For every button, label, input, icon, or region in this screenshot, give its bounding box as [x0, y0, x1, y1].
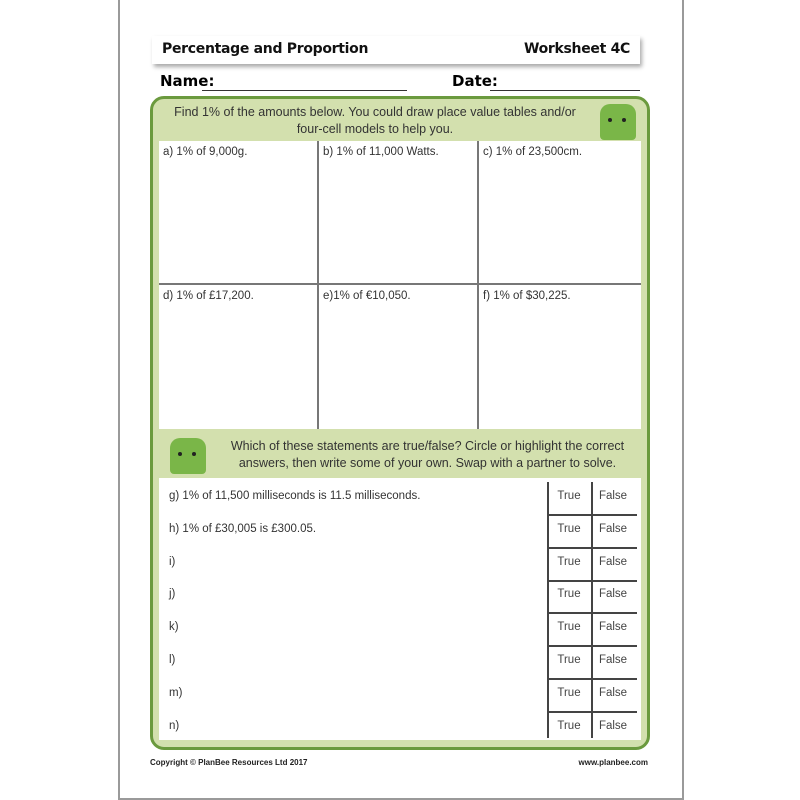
section1-instructions	[160, 104, 590, 138]
question-cell[interactable]	[159, 141, 319, 285]
instruction-line: Find 1% of the amounts below. You could draw place value tables and/or	[174, 105, 576, 119]
question-cell[interactable]	[319, 141, 479, 285]
row-divider	[547, 514, 637, 516]
section2-instructions	[215, 438, 640, 472]
statement-row: j)	[169, 588, 176, 601]
statements-area	[159, 478, 641, 740]
statement-row: k)	[169, 621, 179, 634]
row-divider	[547, 547, 637, 549]
true-option[interactable]: True	[557, 621, 581, 634]
date-line[interactable]	[490, 90, 640, 91]
instruction-line: Which of these statements are true/false? Circle or highlight the correct	[230, 439, 625, 453]
worksheet-number: Worksheet 4C	[523, 41, 630, 57]
row-divider	[547, 645, 637, 647]
monster-mascot-icon	[170, 438, 206, 474]
question-text: f) 1% of $30,225.	[483, 290, 571, 302]
name-label: Name:	[160, 72, 215, 90]
instruction-line: answers, then write some of your own. Swap with a partner to solve.	[238, 456, 617, 470]
statement-row: l)	[169, 654, 176, 666]
date-label: Date:	[452, 72, 498, 90]
instruction-line: four-cell models to help you.	[296, 122, 454, 136]
question-cell[interactable]	[319, 285, 479, 429]
row-divider	[547, 711, 637, 713]
true-option[interactable]: True	[557, 522, 581, 535]
row-divider	[547, 678, 637, 680]
question-cell[interactable]	[479, 141, 641, 285]
monster-mascot-icon	[600, 104, 636, 140]
true-option[interactable]: True	[557, 719, 581, 732]
true-option[interactable]: True	[557, 686, 581, 699]
false-option[interactable]: False	[598, 719, 628, 732]
copyright: Copyright © PlanBee Resources Ltd 2017	[150, 758, 308, 767]
title-bar	[152, 36, 640, 64]
true-option[interactable]: True	[557, 555, 581, 568]
true-option[interactable]: True	[557, 654, 581, 666]
question-cell[interactable]	[479, 285, 641, 429]
statement-row: h) 1% of £30,005 is £300.05.	[169, 522, 317, 535]
row-divider	[547, 612, 637, 614]
worksheet-title: Percentage and Proportion	[162, 41, 369, 57]
question-text: e)1% of €10,050.	[323, 290, 411, 302]
false-option[interactable]: False	[598, 588, 628, 601]
statement-row: i)	[169, 555, 176, 568]
statement-row: n)	[169, 719, 180, 732]
website-link[interactable]: www.planbee.com	[578, 758, 648, 767]
false-option[interactable]: False	[598, 522, 628, 535]
table-divider	[591, 482, 593, 738]
statement-row: g) 1% of 11,500 milliseconds is 11.5 milliseconds.	[169, 490, 421, 502]
true-option[interactable]: True	[557, 588, 581, 601]
true-option[interactable]: True	[557, 490, 581, 502]
false-option[interactable]: False	[598, 490, 628, 502]
question-grid	[159, 141, 641, 429]
table-divider	[547, 482, 549, 738]
row-divider	[547, 580, 637, 582]
false-option[interactable]: False	[598, 555, 628, 568]
statement-row: m)	[169, 686, 183, 699]
question-text: a) 1% of 9,000g.	[163, 146, 248, 158]
question-text: d) 1% of £17,200.	[163, 290, 254, 302]
question-text: b) 1% of 11,000 Watts.	[323, 146, 439, 158]
false-option[interactable]: False	[598, 686, 628, 699]
name-line[interactable]	[202, 90, 407, 91]
false-option[interactable]: False	[598, 654, 628, 666]
question-text: c) 1% of 23,500cm.	[483, 146, 583, 158]
question-cell[interactable]	[159, 285, 319, 429]
false-option[interactable]: False	[598, 621, 628, 634]
